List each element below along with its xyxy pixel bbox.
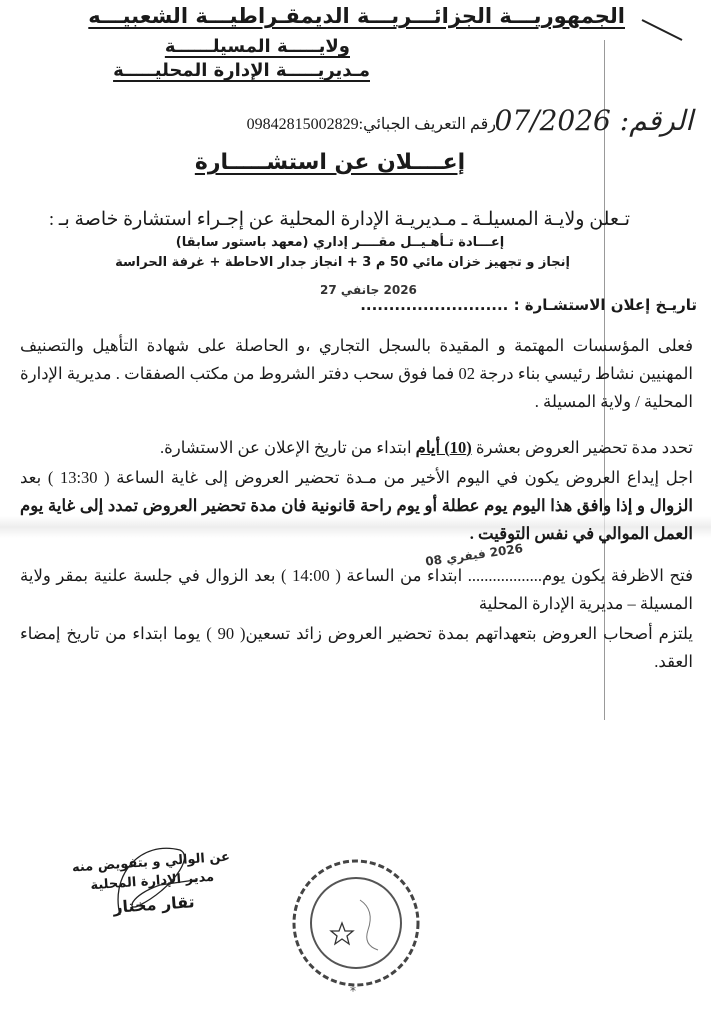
announcement-date-stamp: 2026 جانفي 27 xyxy=(320,283,417,297)
signature-line-2: مدير الإدارة المحلية xyxy=(89,869,215,894)
handwritten-reference: الرقم: 07/2026 xyxy=(494,104,693,137)
header-wilaya: ولايـــــة المسيلــــــة xyxy=(164,36,350,57)
svg-text:*: * xyxy=(350,984,356,998)
duration-days: (10) أيام xyxy=(415,438,472,457)
announcement-date-label: تاريـخ إعلان الاستشـارة : .......................... xyxy=(360,296,697,314)
validity-paragraph: يلتزم أصحاب العروض بتعهداتهم بمدة تحضير العروض زائد تسعين( 90 ) يوما ابتداء من تاريخ إمضاء العقد. xyxy=(20,624,693,671)
duration-paragraph xyxy=(20,434,693,462)
duration-text: تحدد مدة تحضير العروض بعشرة xyxy=(471,438,693,457)
project-item-1: إعـــادة تـأهـيــل مقــــر إداري (معهد باستور سابقا) xyxy=(175,235,505,250)
signature-line-1: عن الوالي و بتفويض منه xyxy=(71,849,231,876)
announcement-title: إعــــلان عن استشـــــارة xyxy=(194,150,466,175)
header-directorate: مـديريـــــة الإدارة المحليـــــة xyxy=(113,60,370,81)
handwritten-signature-icon xyxy=(100,835,200,925)
opening-date-stamp: 2026 فيفري 08 xyxy=(424,541,524,569)
header-country: الجمهوريـــة الجزائـــريـــة الديمقـراطيـــة الشعبيـــه xyxy=(88,4,625,28)
project-item-2: إنجاز و تجهيز خزان مائي 50 م 3 + انجاز جدار الاحاطة + غرفة الحراسة xyxy=(115,255,570,270)
opening-paragraph: فتح الاظرفة يكون يوم.................. ابتداء من الساعة ( 14:00 ) بعد الزوال في جلسة علنية بمقر ولاية المسيلة – مديرية الإدارة المحلية xyxy=(20,566,694,613)
duration-text-end: ابتداء من تاريخ الإعلان عن الاستشارة. xyxy=(160,438,416,457)
eligibility-paragraph: فعلى المؤسسات المهتمة و المقيدة بالسجل التجاري ،و الحاصلة على شهادة التأهيل والتصنيف المهنيين نشاط رئيسي بناء درجة 02 فما فوق سحب دفتر الشروط من مكتب الصفقات . مديرية الإدارة المحلية / ولاية المسيلة . xyxy=(20,336,693,411)
official-seal-icon xyxy=(290,855,425,1000)
tax-id xyxy=(247,114,496,134)
corner-mark-icon xyxy=(640,8,690,48)
deadline-text: اجل إيداع العروض يكون في اليوم الأخير من مـدة تحضير العروض إلى غاية الساعة ( 13:30 ) بعد xyxy=(20,468,693,487)
tax-id-value: 09842815002829 xyxy=(246,116,359,133)
deadline-extension-text: الزوال و إذا وافق هذا اليوم يوم عطلة أو يوم راحة قانونية فان مدة تحضير العروض تمدد إلى غاية يوم العمل الموالي في نفس التوقيت . xyxy=(20,496,693,543)
deadline-paragraph xyxy=(20,464,693,548)
intro-line: تـعلن ولايـة المسيلـة ـ مـديريـة الإدارة المحلية عن إجـراء استشارة خاصة بـ : xyxy=(48,209,630,230)
tax-id-label: رقم التعريف الجبائي: xyxy=(358,116,496,133)
signature-name: تقار مختار xyxy=(112,892,196,917)
